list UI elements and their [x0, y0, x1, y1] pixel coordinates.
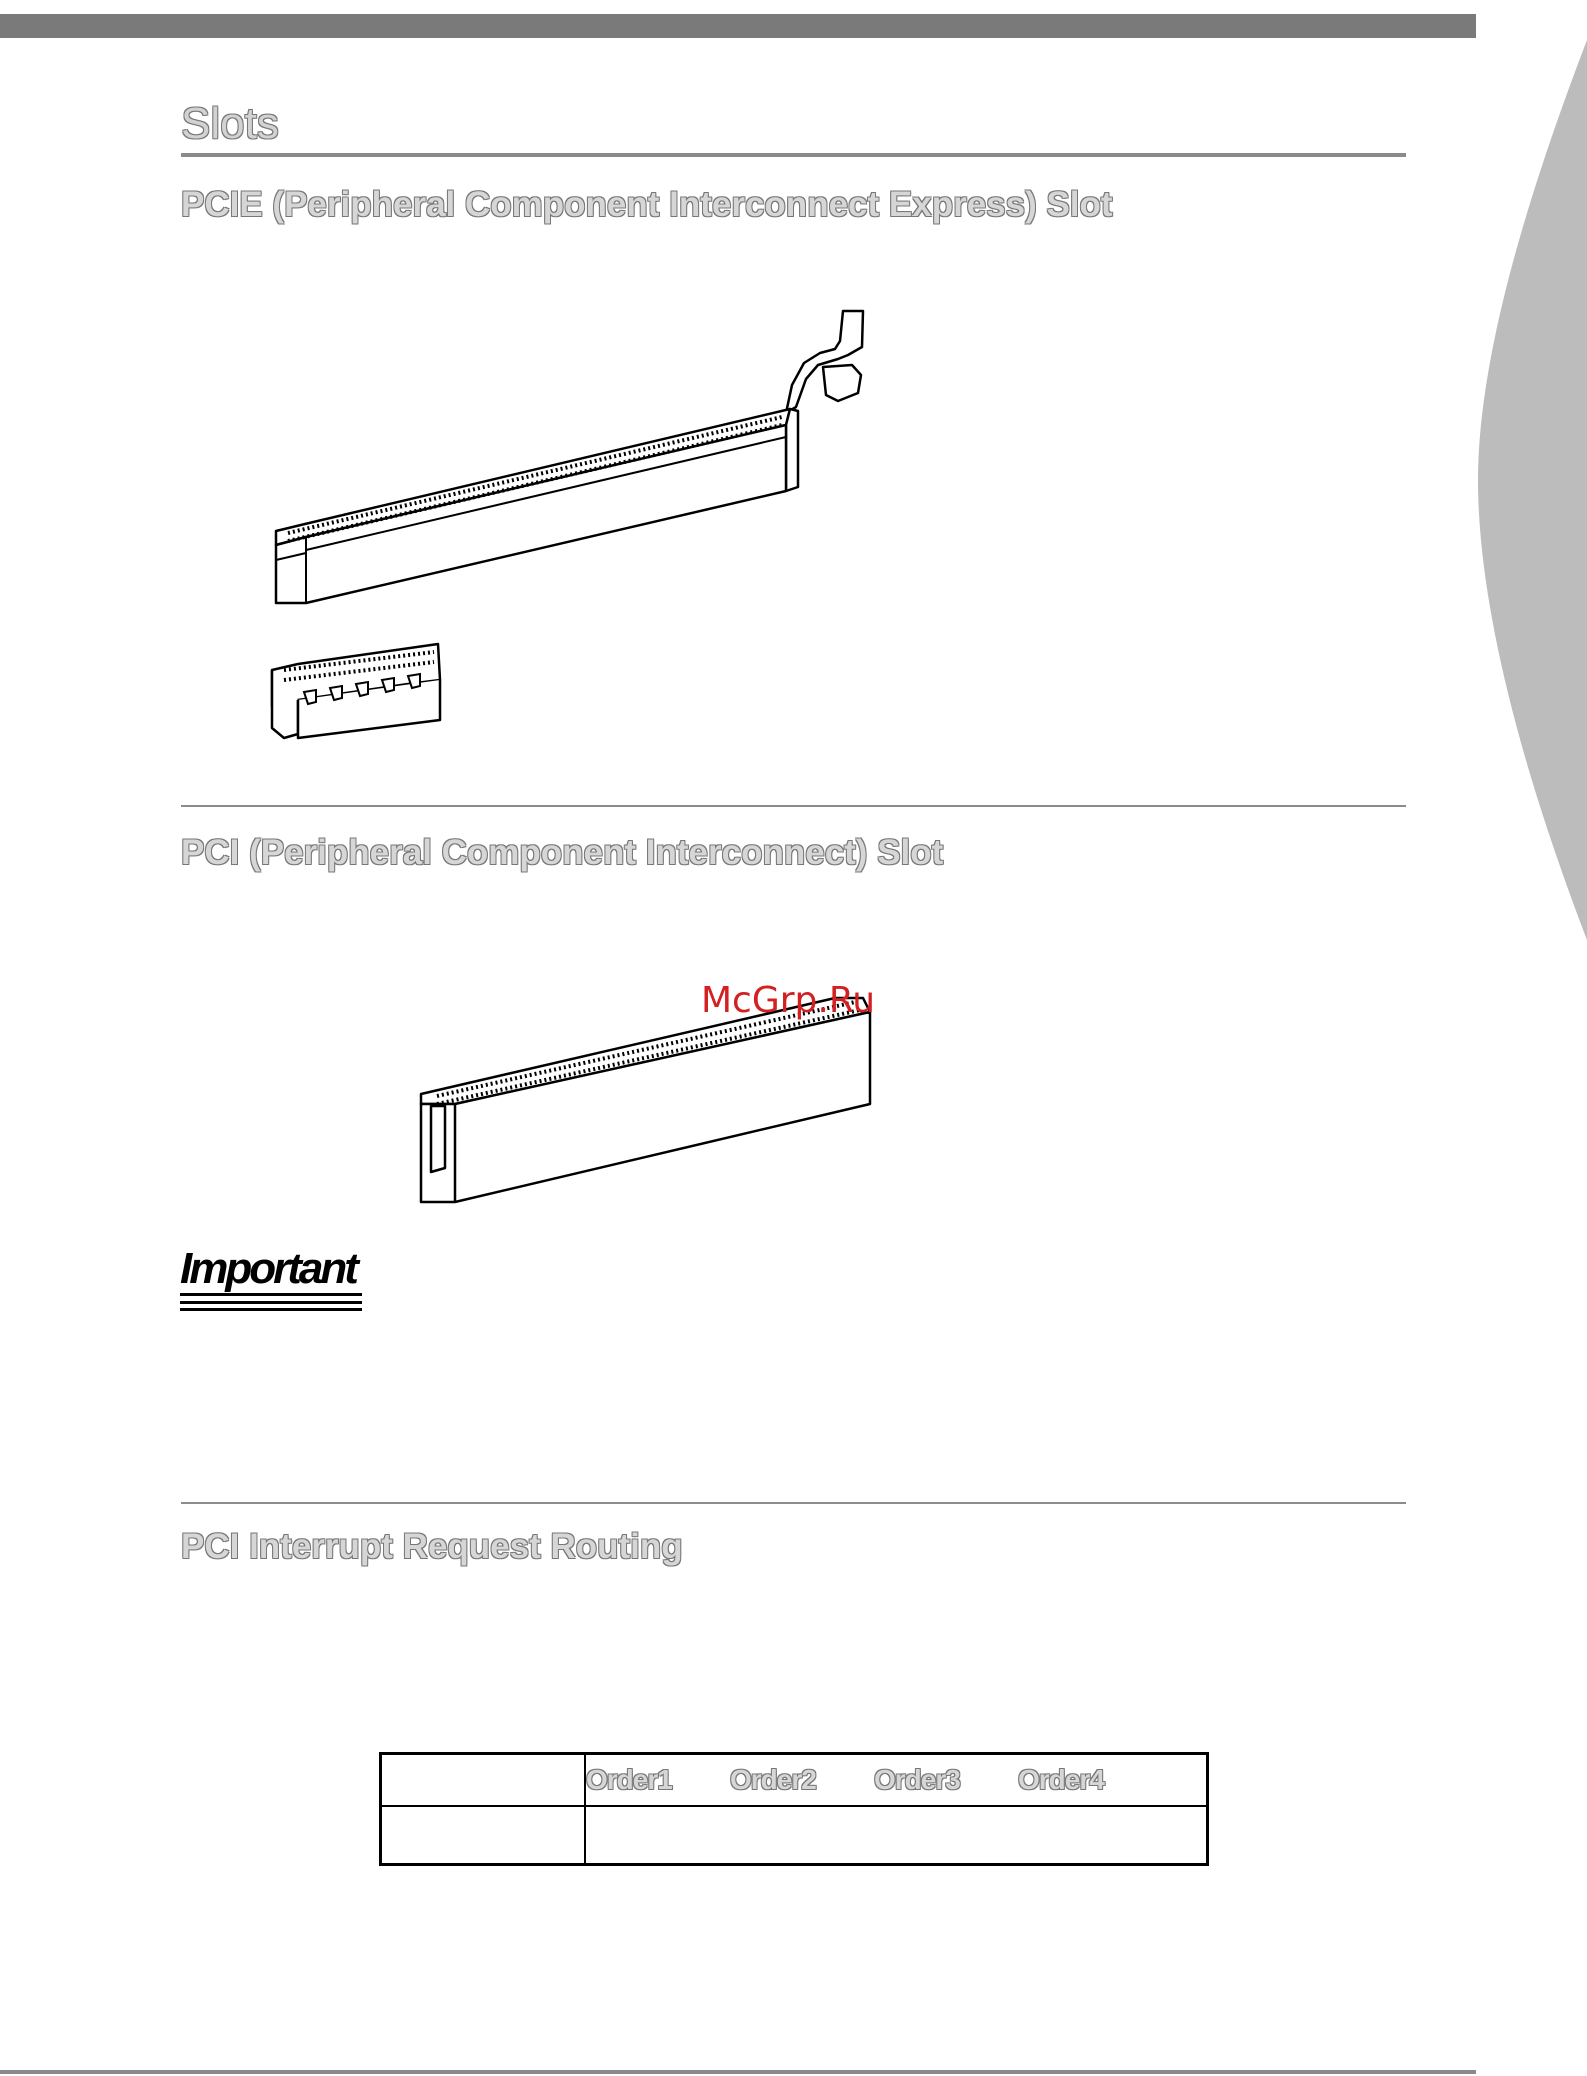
pcie-x1-slot-illustration — [268, 640, 448, 745]
important-label: Important — [180, 1244, 356, 1293]
side-tab — [1478, 40, 1587, 940]
irq-routing-table — [379, 1752, 1209, 1866]
pci-section-rule — [181, 1502, 1406, 1504]
important-underline-1 — [180, 1293, 362, 1296]
pci-section-title: PCI (Peripheral Component Interconnect) Slot — [181, 833, 944, 872]
irq-table-header-orders — [585, 1754, 1208, 1807]
irq-table-header-row — [381, 1754, 1208, 1807]
pcie-x16-slot-illustration — [270, 305, 870, 605]
irq-table-header-label — [381, 1754, 586, 1807]
irq-header-order2: Order2 — [730, 1764, 816, 1795]
important-underline-2 — [180, 1301, 362, 1304]
irq-header-order4: Order4 — [1018, 1764, 1104, 1795]
irq-section-title: PCI Interrupt Request Routing — [181, 1527, 683, 1566]
irq-table-row-values — [585, 1806, 1208, 1865]
pcie-section-title: PCIE (Peripheral Component Interconnect Express) Slot — [181, 185, 1113, 224]
title-rule — [181, 153, 1406, 157]
pcie-section-rule — [181, 805, 1406, 807]
important-underline-3 — [180, 1308, 362, 1311]
footer-rule — [0, 2070, 1476, 2074]
irq-header-order1: Order1 — [586, 1764, 672, 1795]
pci-slot-illustration — [415, 992, 875, 1212]
important-logo — [180, 1245, 365, 1309]
page-title: Slots — [181, 99, 279, 148]
irq-table-row-label — [381, 1806, 586, 1865]
header-bar — [0, 14, 1476, 38]
watermark-text: McGrp.Ru — [701, 980, 876, 1021]
irq-table-row — [381, 1806, 1208, 1865]
irq-header-order3: Order3 — [874, 1764, 960, 1795]
